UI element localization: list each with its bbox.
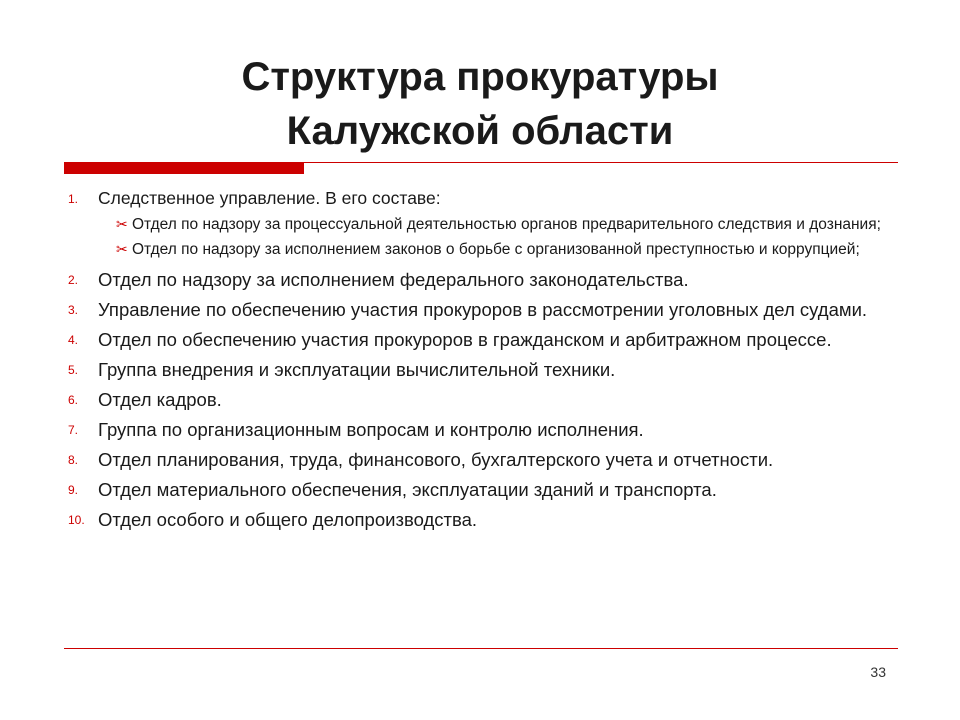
list-item — [68, 477, 898, 502]
list-number: 1. — [68, 192, 79, 206]
list-item — [68, 447, 898, 472]
list-number: 7. — [68, 423, 79, 437]
list-item-text: Отдел планирования, труда, финансового, бухгалтерского учета и отчетности. — [98, 449, 774, 470]
list-item — [68, 186, 898, 211]
list-item-text: Отдел особого и общего делопроизводства. — [98, 509, 478, 530]
list-item — [68, 507, 898, 532]
sub-item-text: Отдел по надзору за исполнением законов о борьбе с организованной преступностью и коррупцией; — [132, 241, 860, 258]
list-number: 6. — [68, 393, 79, 407]
slide-title — [60, 50, 900, 158]
list-item — [68, 417, 898, 442]
list-item — [68, 267, 898, 292]
list-number: 2. — [68, 273, 79, 287]
scissors-icon: ✂ — [116, 241, 128, 257]
list-item — [68, 297, 898, 322]
sub-list-item — [68, 213, 898, 236]
footer-divider — [64, 648, 898, 649]
scissors-icon: ✂ — [116, 216, 128, 232]
list-number: 3. — [68, 303, 79, 317]
list-item-text: Отдел по обеспечению участия прокуроров в гражданском и арбитражном процессе. — [98, 329, 832, 350]
list-item-text: Отдел материального обеспечения, эксплуатации зданий и транспорта. — [98, 479, 717, 500]
list-item-text: Группа по организационным вопросам и контролю исполнения. — [98, 419, 644, 440]
list-item — [68, 387, 898, 412]
list-item-text: Управление по обеспечению участия прокуроров в рассмотрении уголовных дел судами. — [98, 299, 868, 320]
list-item-text: Отдел кадров. — [98, 389, 222, 410]
list-item-text: Группа внедрения и эксплуатации вычислительной техники. — [98, 359, 616, 380]
list-number: 5. — [68, 363, 79, 377]
numbered-list — [68, 186, 898, 537]
divider-line — [304, 162, 898, 163]
title-divider — [64, 162, 898, 174]
list-number: 10. — [68, 513, 85, 527]
sub-item-text: Отдел по надзору за процессуальной деятельностью органов предварительного следствия и дознания; — [132, 216, 881, 233]
title-line-1: Структура прокуратуры — [241, 55, 719, 99]
divider-accent-bar — [64, 162, 304, 174]
page-number: 33 — [870, 664, 886, 680]
list-number: 4. — [68, 333, 79, 347]
list-number: 8. — [68, 453, 79, 467]
list-item-text: Отдел по надзору за исполнением федерального законодательства. — [98, 269, 689, 290]
list-number: 9. — [68, 483, 79, 497]
title-line-2: Калужской области — [286, 109, 674, 153]
list-item — [68, 357, 898, 382]
sub-list-item — [68, 238, 898, 261]
list-item-text: Следственное управление. В его составе: — [98, 188, 441, 208]
list-item — [68, 327, 898, 352]
